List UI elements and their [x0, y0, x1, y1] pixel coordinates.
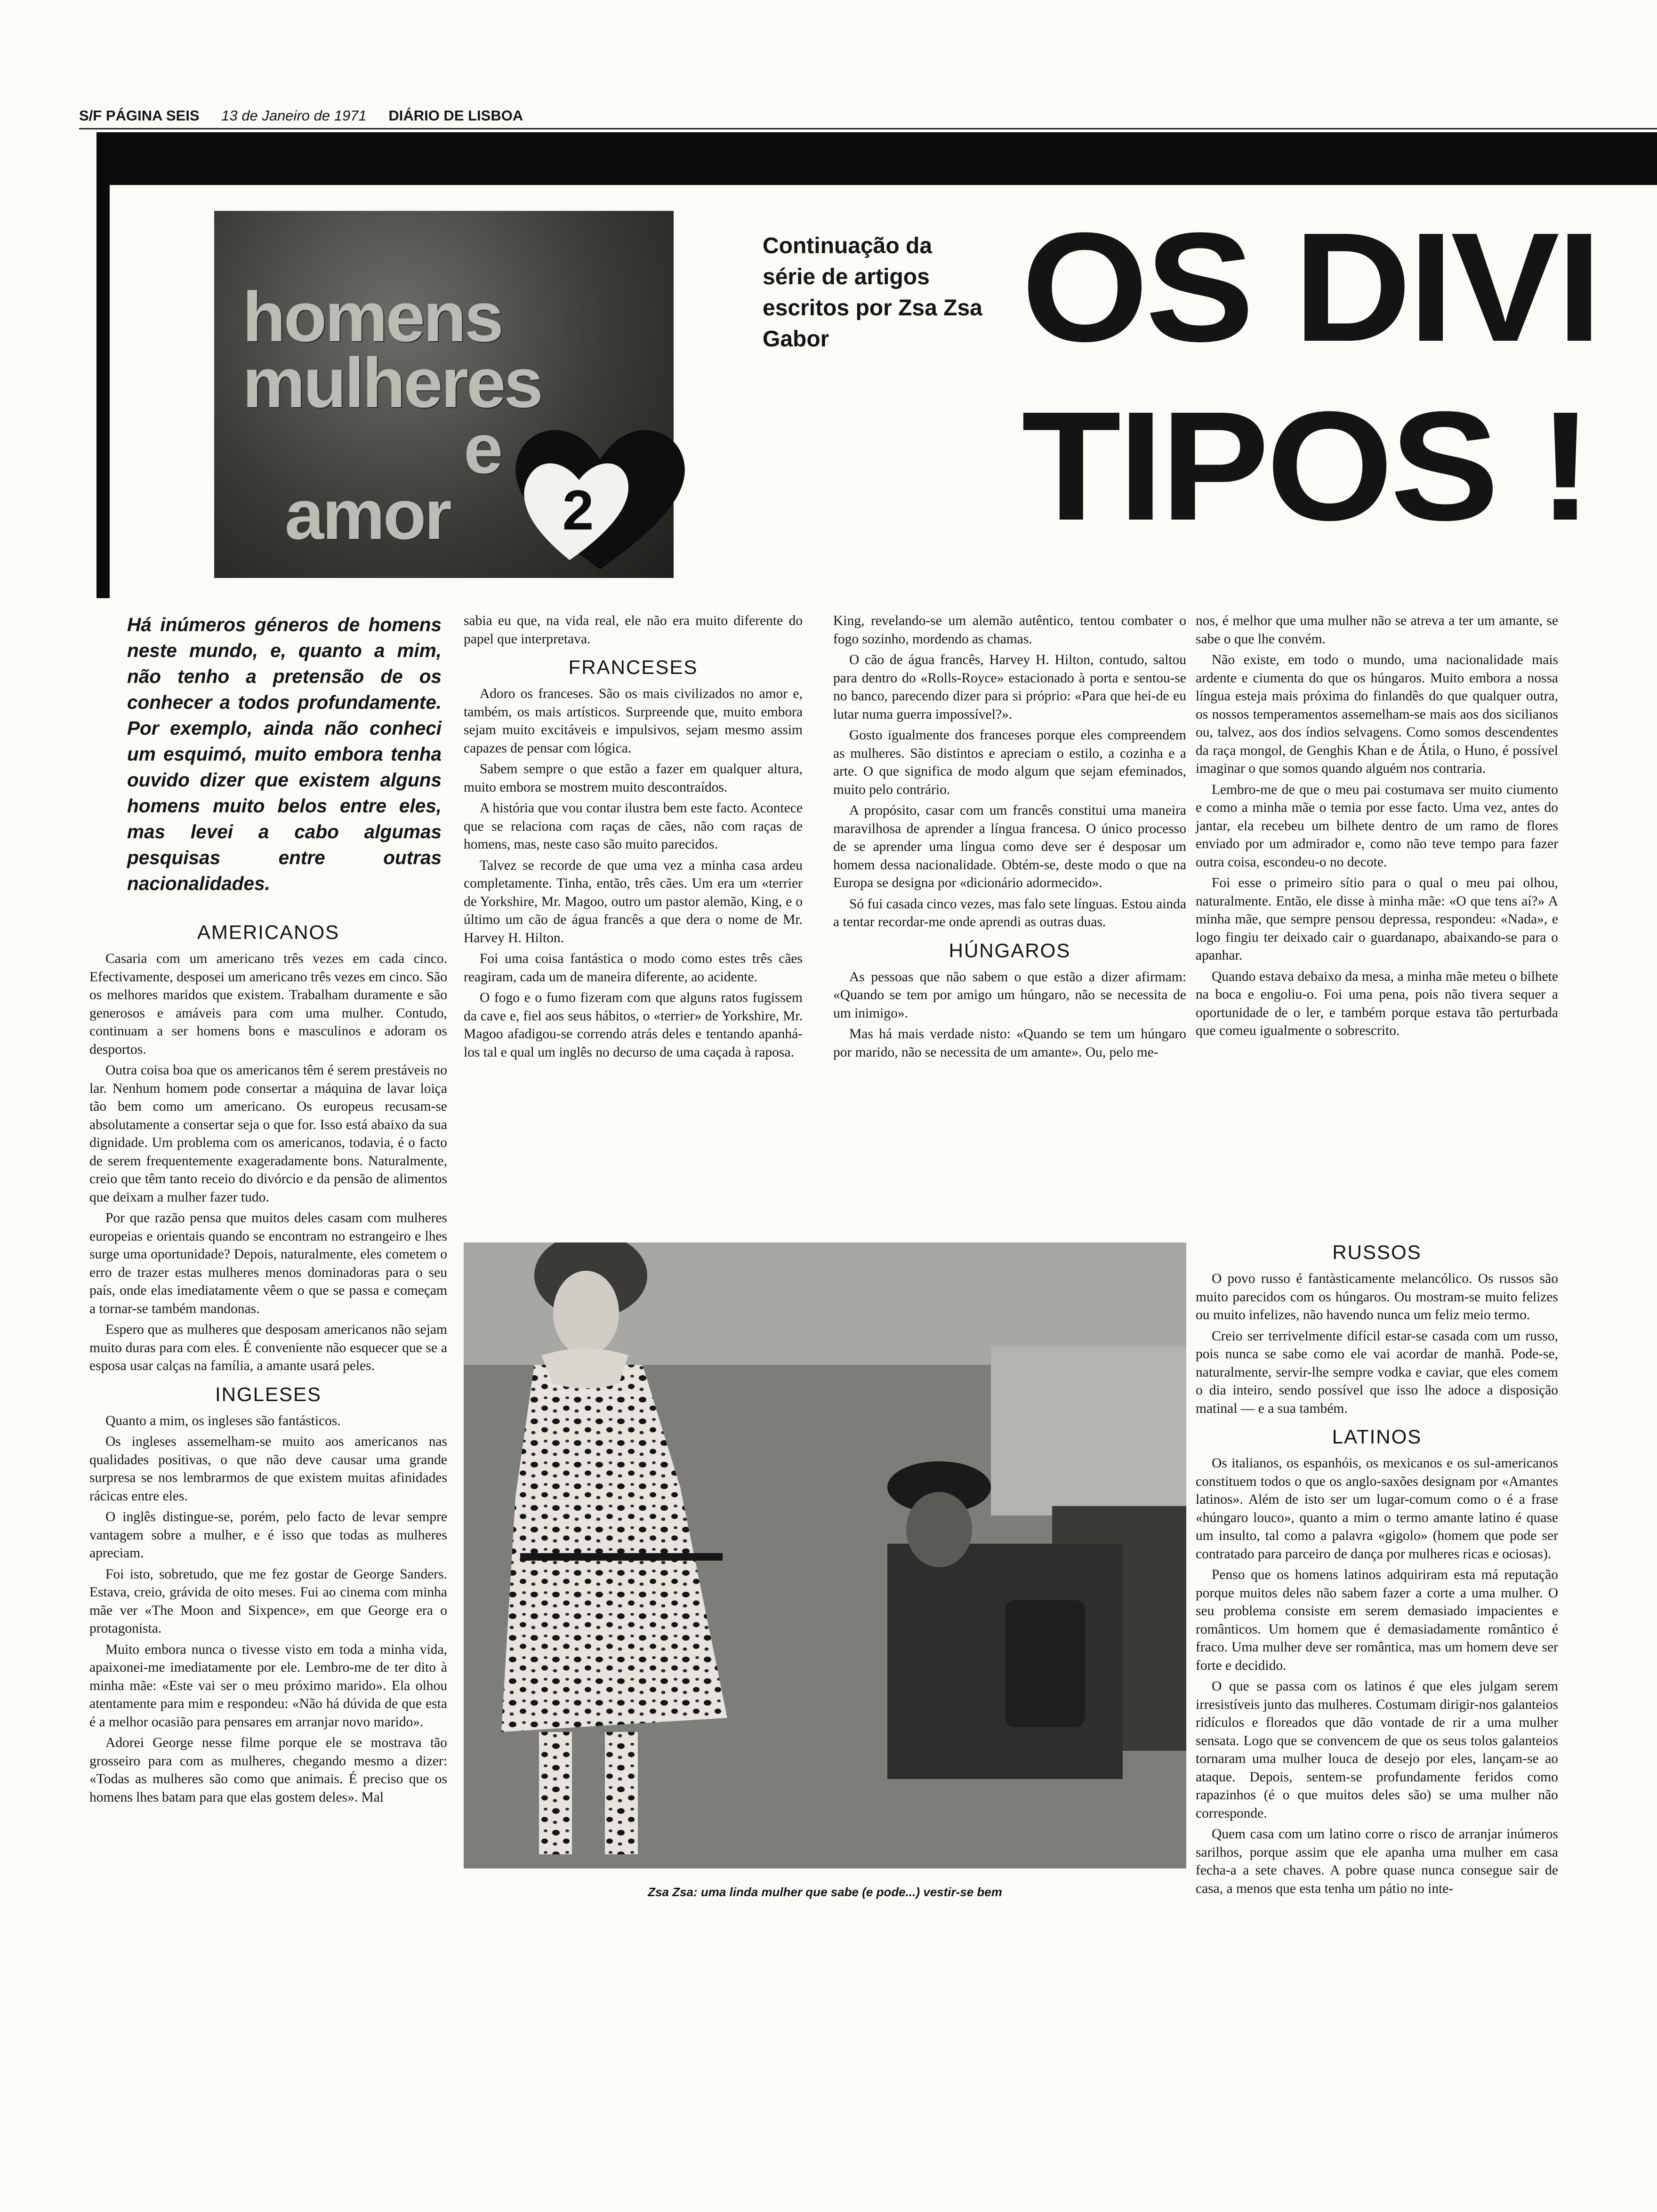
paragraph: A propósito, casar com um francês constitui uma maneira maravilhosa de aprender a língua francesa. O único processo de se aprender uma língua como deve ser é desposar um homem dessa nacionalidade. Obtém-se, deste modo o que na Europa se designa por «dicionário adormecido». — [833, 803, 1186, 890]
section-label: S/F PÁGINA SEIS — [79, 107, 200, 124]
paragraph: sabia eu que, na vida real, ele não era muito diferente do papel que interpretava. — [464, 613, 803, 647]
headline-line-1: OS DIVI — [1022, 200, 1599, 374]
heading-ingleses: INGLESES — [215, 1383, 322, 1405]
headline — [1022, 198, 1657, 584]
heart-icon — [508, 419, 692, 574]
series-intro: Continuação da série de artigos escritos por Zsa Zsa Gabor — [763, 233, 982, 352]
logo-word-e: e — [464, 409, 501, 488]
paragraph: O fogo e o fumo fizeram com que alguns ratos fugissem da cave e, fiel aos seus hábitos, o «terrier» de Yorkshire, Mr. Magoo afadigou-se correndo atrás deles e tentando apanhá-los tal e qual um inglês no decurso de uma caçada à raposa. — [464, 990, 803, 1060]
paragraph: Só fui casada cinco vezes, mas falo sete línguas. Estou ainda a tentar recordar-me onde aprendi as outras duas. — [833, 896, 1186, 930]
paragraph: Sabem sempre o que estão a fazer em qualquer altura, muito embora se mostrem muito descontraídos. — [464, 761, 803, 795]
paragraph: Adoro os franceses. São os mais civilizados no amor e, também, os mais artísticos. Surpreende que, muito embora sejam muito excitáveis e impulsivos, sejam mesmo assim capazes de pensar com lógica. — [464, 686, 803, 756]
paragraph: King, revelando-se um alemão autêntico, tentou combater o fogo sozinho, mordendo as chamas. — [833, 613, 1186, 647]
column-4-lower — [1196, 1233, 1558, 1900]
logo-word-amor: amor — [285, 475, 450, 554]
paragraph: Quando estava debaixo da mesa, a minha mãe meteu o bilhete na boca e engoliu-o. Foi uma pena, pois não tivera sequer a oportunidade de o ler, e também porque estava tão perturbada que comeu igualmente o sobrescrito. — [1196, 969, 1558, 1038]
paragraph: Foi uma coisa fantástica o modo como estes três cães reagiram, cada um de maneira diferente, ao acidente. — [464, 951, 803, 985]
paragraph: O inglês distingue-se, porém, pelo facto de levar sempre vantagem sobre a mulher, e é isso que todas as mulheres apreciam. — [89, 1509, 447, 1561]
photo-illustration — [464, 1242, 1186, 1868]
logo-word-mulheres: mulheres — [242, 343, 541, 422]
heading-americanos: AMERICANOS — [197, 921, 340, 943]
logo-number: 2 — [562, 479, 594, 542]
paragraph: Por que razão pensa que muitos deles casam com mulheres europeias e orientais quando se encontram no estrangeiro e lhes surge uma oportunidade? Depois, naturalmente, eles cometem o erro de trazer estas mulheres menos dominadoras para o seu país, onde elas imediatamente vêem o que se passa e começam a tornar-se também mandonas. — [89, 1210, 447, 1316]
inner-rule — [110, 183, 1657, 185]
column-4 — [1196, 612, 1558, 1043]
photo-caption: Zsa Zsa: uma linda mulher que sabe (e pode...) vestir-se bem — [648, 1885, 1002, 1899]
paragraph: Quanto a mim, os ingleses são fantásticos. — [105, 1413, 341, 1428]
page-header — [79, 107, 668, 126]
paragraph: Adorei George nesse filme porque ele se mostrava tão grosseiro para com as mulheres, chegando mesmo a dizer: «Todas as mulheres são como que animais. É preciso que os homens lhes batam para que elas gostem deles». Mal — [89, 1735, 447, 1805]
heading-franceses: FRANCESES — [568, 656, 698, 678]
paragraph: Não existe, em todo o mundo, uma nacionalidade mais ardente e ciumenta do que os húngaros. Muito embora a nossa língua esteja mais próxima do finlandês do que qualquer outra, os nossos temperamentos assemelham-se mais aos dos sicilianos ou, talvez, aos dos índios selvagens. Como somos descendentes da raça mongol, de Genghis Khan e de Átila, o Huno, é possível imaginar o que somos quando alguém nos contraria. — [1196, 652, 1558, 776]
paragraph: Quem casa com um latino corre o risco de arranjar inúmeros sarilhos, porque assim que ele apanha uma mulher em casa fecha-a a sete chaves. A pobre quase nunca consegue sair de casa, a menos que esta tenha um pátio no inte- — [1196, 1827, 1558, 1896]
left-border-bar — [97, 132, 110, 598]
paragraph: O que se passa com os latinos é que eles julgam serem irresistíveis junto das mulheres. Costumam dirigir-nos galanteios ridículos e floreados que dão vontade de rir a uma mulher sensata. Logo que se convencem de que os seus tolos galanteios tornaram uma mulher louca de desejo por eles, lançam-se ao ataque. Depois, sentem-se profundamente feridos como rapazinhos (é o que muitos deles são) se uma mulher não corresponde. — [1196, 1679, 1558, 1821]
paragraph: Outra coisa boa que os americanos têm é serem prestáveis no lar. Nenhum homem pode consertar a máquina de lavar loiça tão bem como um americano. Os europeus recusam-se absolutamente a consertar seja o que for. Isso está abaixo da sua dignidade. Um problema com os americanos, todavia, é o facto de serem frequentemente exageradamente bons. Naturalmente, creio que têm tanto receio do divórcio e da pensão de alimentos que deixam a mulher fazer tudo. — [89, 1063, 447, 1205]
paragraph: As pessoas que não sabem o que estão a dizer afirmam: «Quando se tem por amigo um húngaro, não se necessita de um inimigo». — [833, 969, 1186, 1021]
newspaper-name: DIÁRIO DE LISBOA — [388, 107, 523, 124]
paragraph: Os italianos, os espanhóis, os mexicanos e os sul-americanos constituem todos o que os anglo-saxões designam por «Amantes latinos». Além de isto ser um lugar-comum como o é a frase «húngaro louco», quanto a mim o termo amante latino é quase um insulto, tal como a palavra «gigolo» (homem que pode ser contratado para parceiro de dança por mulheres ricas e ociosas). — [1196, 1456, 1558, 1562]
paragraph: Lembro-me de que o meu pai costumava ser muito ciumento e como a minha mãe o temia por esse facto. Uma vez, antes do jantar, ela recebeu um bilhete dentro de um ramo de flores enviado por um admirador e, como não teve tempo para fazer outra coisa, escondeu-o no decote. — [1196, 782, 1558, 870]
paragraph: O povo russo é fantàsticamente melancólico. Os russos são muito parecidos com os húngaros. Ou mostram-se muito felizes ou muito infelizes, não havendo nunca um feliz meio termo. — [1196, 1271, 1558, 1322]
headline-line-2: TIPOS ! — [1022, 379, 1590, 553]
issue-date: 13 de Janeiro de 1971 — [221, 107, 367, 124]
paragraph: Foi esse o primeiro sítio para o qual o meu pai olhou, naturalmente. Então, ele disse à minha mãe: «O que tens aí?» A minha mãe, que sempre pensou depressa, respondeu: «Nada», e logo fingiu ter deixado cair o guardanapo, abaixando-se para o apanhar. — [1196, 875, 1558, 963]
logo-word-homens: homens — [242, 277, 502, 356]
column-2 — [464, 612, 803, 1064]
paragraph: Creio ser terrivelmente difícil estar-se casada com um russo, pois nunca se sabe como ele vai acordar de manhã. Pode-se, naturalmente, servir-lhe sempre vodka e caviar, que eles comem o dia inteiro, sendo possível que isso lhe adoce a disposição matinal — e a sua também. — [1196, 1328, 1558, 1416]
article-photo — [464, 1242, 1186, 1868]
header-rule — [79, 128, 1657, 129]
paragraph: Casaria com um americano três vezes em cada cinco. Efectivamente, desposei um americano três vezes em cinco. São os melhores maridos que existem. Trabalham duramente e são generosos e amáveis para com uma mulher. Contudo, continuam a ser homens bons e masculinos e adoram os desportos. — [89, 951, 447, 1057]
paragraph: Muito embora nunca o tivesse visto em toda a minha vida, apaixonei-me imediatamente por ele. Lembro-me de ter dito à minha mãe: «Este vai ser o meu próximo marido». Ela olhou atentamente para mim e respondeu: «Não há dúvida de que esta é a melhor ocasião para pensares em arranjar novo marido». — [89, 1642, 447, 1730]
paragraph: A história que vou contar ilustra bem este facto. Acontece que se relaciona com raças de cães, não com raças de homens, mas, neste caso são muito parecidos. — [464, 801, 803, 852]
paragraph: Gosto igualmente dos franceses porque eles compreendem as mulheres. São distintos e apreciam o estilo, a cozinha e a arte. O que significa de modo algum que sejam efeminados, muito pelo contrário. — [833, 728, 1186, 797]
heading-latinos: LATINOS — [1332, 1426, 1422, 1448]
column-3 — [833, 612, 1186, 1064]
heading-hungaros: HÚNGAROS — [949, 939, 1071, 962]
paragraph: nos, é melhor que uma mulher não se atreva a ter um amante, se sabe o que lhe convém. — [1196, 613, 1558, 647]
paragraph: Penso que os homens latinos adquiriram esta má reputação porque muitos deles não sabem fazer a corte a uma mulher. O seu problema consiste em serem demasiado impacientes e românticos. Um homem que é demasiadamente romântico é fraco. Uma mulher deve ser romântica, mas um homem deve ser forte e decidido. — [1196, 1567, 1558, 1673]
paragraph: Os ingleses assemelham-se muito aos americanos nas qualidades positivas, o que não deve causar uma grande surpresa se nos lembrarmos de que existem muitas afinidades rácicas entre eles. — [89, 1434, 447, 1504]
paragraph: Espero que as mulheres que desposam americanos não sejam muito duras para com eles. É conveniente não esquecer que se a esposa usar calças na família, a amante usará peles. — [89, 1322, 447, 1373]
paragraph: O cão de água francês, Harvey H. Hilton, contudo, saltou para dentro do «Rolls-Royce» estacionado à porta e sentou-se no banco, parecendo dizer para si próprio: «Para que hei-de eu lutar numa guerra impossível?». — [833, 652, 1186, 722]
black-band — [97, 132, 1657, 183]
column-1 — [89, 913, 447, 1809]
lead-paragraph: Há inúmeros géneros de homens neste mundo, e, quanto a mim, não tenho a pretensão de os conhecer a todos profundamente. Por exemplo, ainda não conheci um esquimó, muito embora tenha ouvido dizer que existem alguns homens muito belos entre eles, mas levei a cabo algumas pesquisas entre outras nacionalidades. — [127, 614, 442, 894]
heading-russos: RUSSOS — [1332, 1241, 1422, 1263]
paragraph: Talvez se recorde de que uma vez a minha casa ardeu completamente. Tinha, então, três cães. Um era um «terrier de Yorkshire, Mr. Magoo, outro um pastor alemão, King, e o último um cão de água francês a que dera o nome de Mr. Harvey H. Hilton. — [464, 858, 803, 946]
paragraph: Foi isto, sobretudo, que me fez gostar de George Sanders. Estava, creio, grávida de oito meses. Fui ao cinema com minha mãe ver «The Moon and Sixpence», em que George era o protagonista. — [89, 1566, 447, 1636]
paragraph: Mas há mais verdade nisto: «Quando se tem um húngaro por marido, não se necessita de um amante». Ou, pelo me- — [833, 1026, 1186, 1060]
